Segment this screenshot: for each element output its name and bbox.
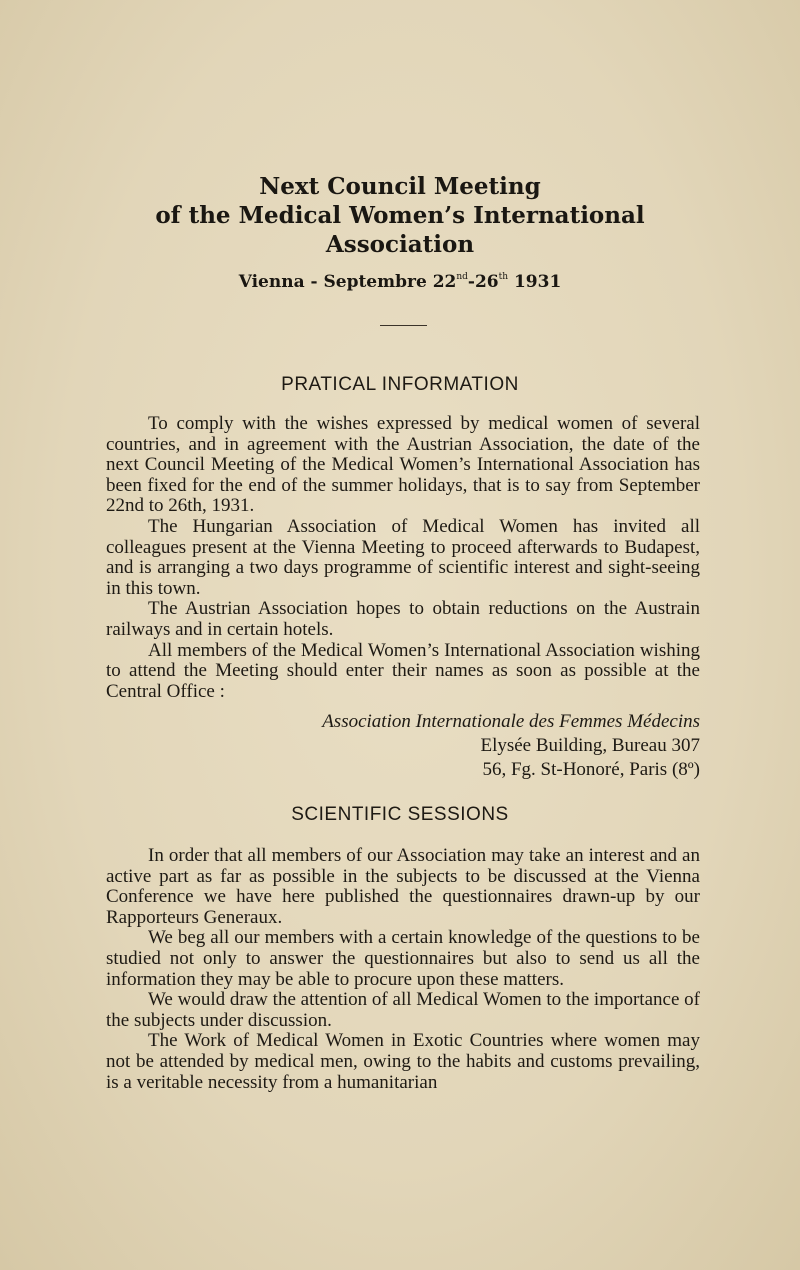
practical-paragraph-1: To comply with the wishes expressed by medical women of several countries, and in agreement with the Austrian Association, the date of the next Council Meeting of the Medical Women’s International Association has been fixed for the end of the summer holidays, that is to say from September 22nd to 26th, 1931. — [106, 413, 700, 517]
title-line-3: Association — [325, 231, 475, 258]
address-line-1: Association Internationale des Femmes Médecins — [322, 711, 700, 732]
dateline-suffix: 1931 — [508, 272, 562, 292]
practical-body — [106, 414, 700, 702]
practical-paragraph-2: The Hungarian Association of Medical Women has invited all colleagues present at the Vienna Meeting to proceed afterwards to Budapest, and is arranging a two days programme of scientific interest and sight-seeing in this town. — [106, 515, 700, 599]
scientific-paragraph-2: We beg all our members with a certain knowledge of the questions to be studied not only to answer the questionnaires but also to send us all the information they may be able to procure upon these matters. — [106, 927, 700, 990]
address-line-3: 56, Fg. St-Honoré, Paris (8º) — [482, 759, 700, 780]
divider-rule — [380, 325, 427, 326]
practical-paragraph-3: The Austrian Association hopes to obtain reductions on the Austrain railways and in certain hotels. — [106, 598, 700, 640]
document-title — [0, 172, 800, 259]
scientific-paragraph-3: We would draw the attention of all Medical Women to the importance of the subjects under discussion. — [106, 989, 700, 1031]
dateline-sup-1: nd — [456, 272, 468, 282]
scientific-heading: SCIENTIFIC SESSIONS — [291, 804, 509, 825]
scientific-paragraph-4: The Work of Medical Women in Exotic Countries where women may not be attended by medical men, owing to the habits and customs prevailing, is a veritable necessity from a humanitarian — [106, 1030, 700, 1093]
practical-heading: PRATICAL INFORMATION — [281, 374, 519, 395]
meeting-dateline — [0, 272, 800, 292]
title-line-1: Next Council Meeting — [259, 173, 541, 200]
address-line-2: Elysée Building, Bureau 307 — [480, 735, 700, 756]
dateline-sup-2: th — [498, 272, 509, 282]
scientific-body — [106, 846, 700, 1093]
central-office-address — [322, 710, 700, 782]
dateline-middle: -26 — [467, 272, 499, 292]
scientific-paragraph-1: In order that all members of our Association may take an interest and an active part as far as possible in the subjects to be discussed at the Vienna Conference we have here published the questionnaires drawn-up by our Rapporteurs Generaux. — [106, 845, 700, 928]
dateline-prefix: Vienna - Septembre 22 — [238, 272, 457, 292]
title-line-2: of the Medical Women’s International — [155, 202, 645, 229]
practical-paragraph-4: All members of the Medical Women’s International Association wishing to attend the Meeting should enter their names as soon as possible at the Central Office : — [106, 639, 700, 702]
